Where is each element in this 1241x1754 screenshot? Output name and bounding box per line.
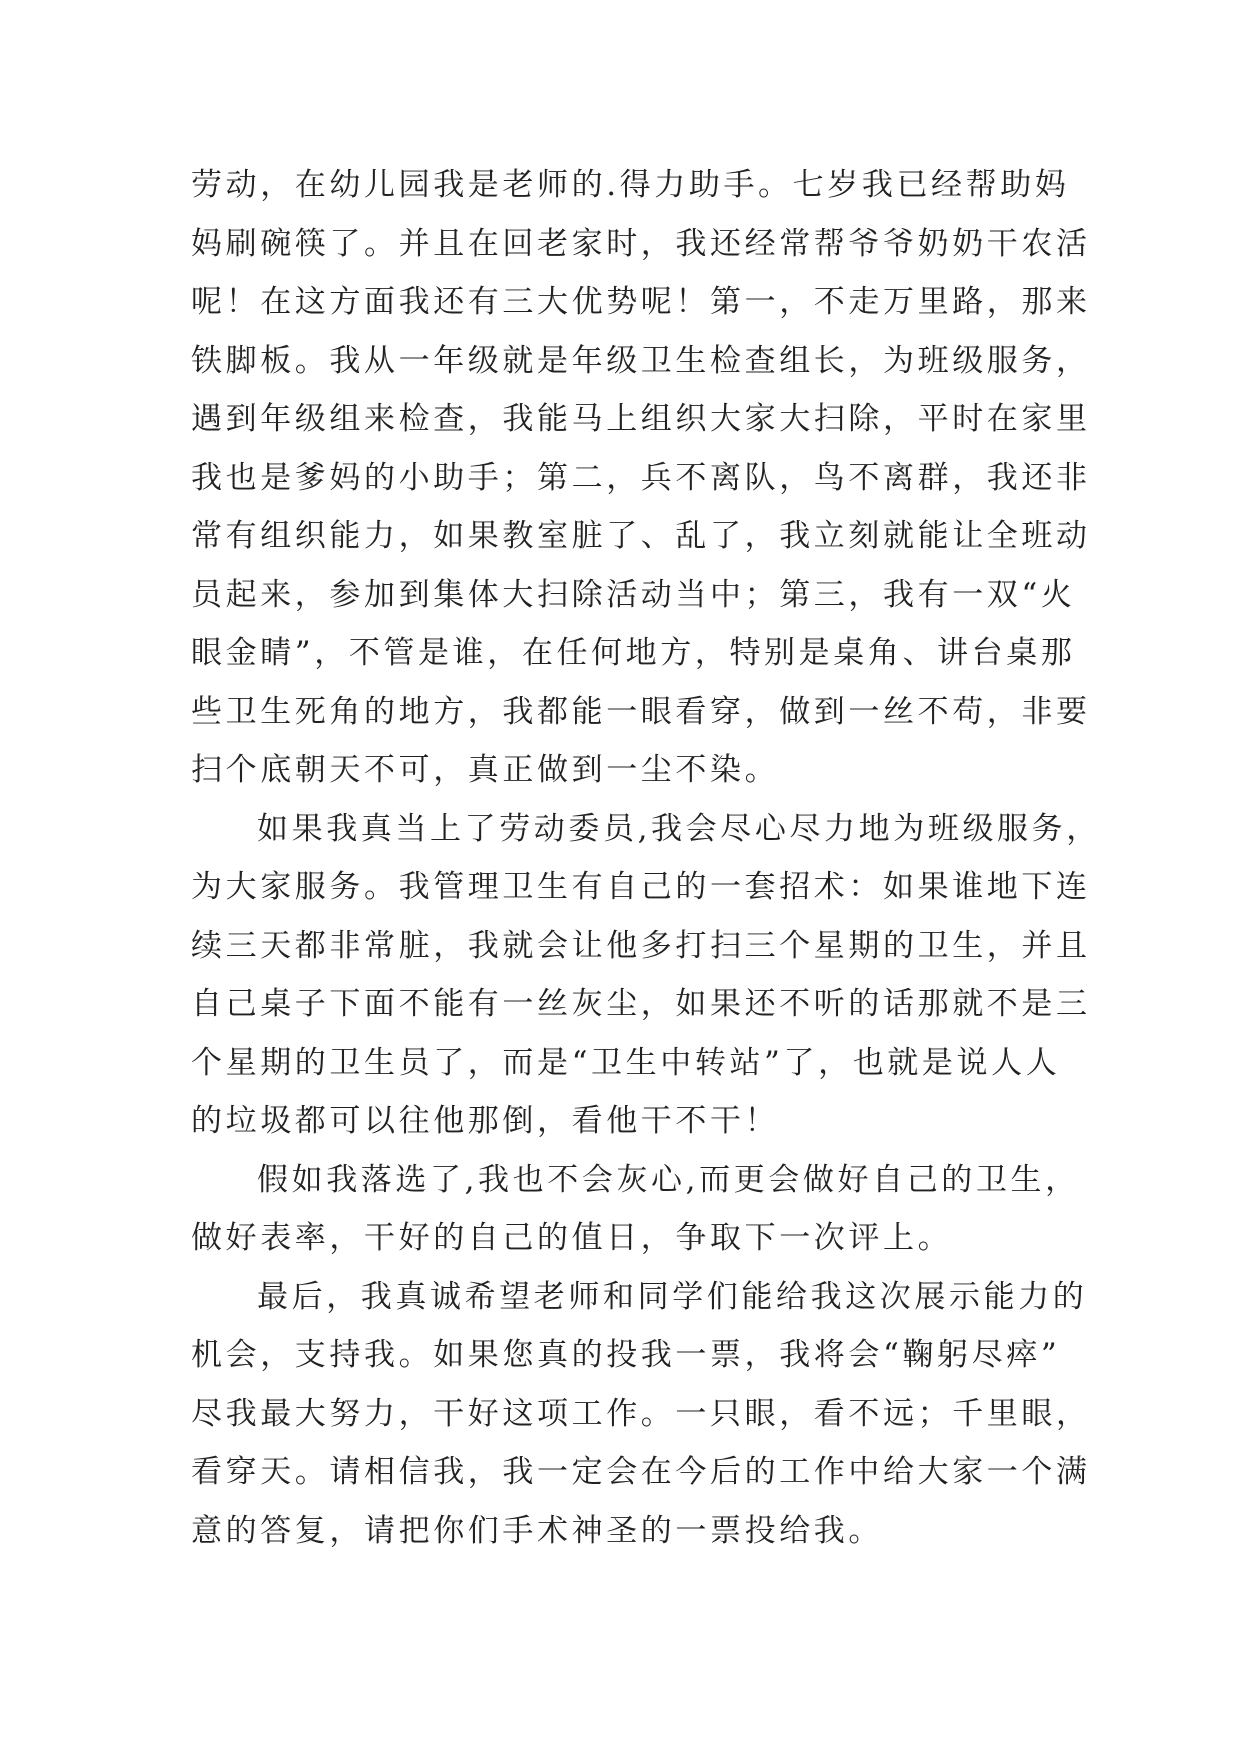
text-line: 扫个底朝天不可，真正做到一尘不染。 <box>191 752 780 788</box>
paragraph-start-line: 假如我落选了,我也不会灰心,而更会做好自己的卫生， <box>257 1161 1080 1198</box>
text-line: 呢！在这方面我还有三大优势呢！第一，不走万里路，那来 <box>191 284 1091 320</box>
text-line: 看穿天。请相信我，我一定会在今后的工作中给大家一个满 <box>191 1454 1091 1490</box>
text-line: 员起来，参加到集体大扫除活动当中；第三，我有一双“火 <box>191 576 1076 613</box>
text-line: 意的答复，请把你们手术神圣的一票投给我。 <box>191 1512 883 1549</box>
text-line: 常有组织能力，如果教室脏了、乱了，我立刻就能让全班动 <box>191 518 1091 554</box>
text-line: 个星期的卫生员了，而是“卫生中转站”了，也就是说人人 <box>191 1044 1061 1081</box>
text-line: 的垃圾都可以往他那倒，看他干不干！ <box>191 1103 780 1139</box>
text-line: 我也是爹妈的小助手；第二，兵不离队，鸟不离群，我还非 <box>191 459 1091 496</box>
text-line: 遇到年级组来检查，我能马上组织大家大扫除，平时在家里 <box>191 401 1091 437</box>
text-line: 铁脚板。我从一年级就是年级卫生检查组长，为班级服务， <box>191 342 1091 379</box>
paragraph-start-line: 如果我真当上了劳动委员,我会尽心尽力地为班级服务， <box>257 810 1101 847</box>
text-line: 续三天都非常脏，我就会让他多打扫三个星期的卫生，并且 <box>191 927 1091 964</box>
text-line: 妈刷碗筷了。并且在回老家时，我还经常帮爷爷奶奶干农活 <box>191 225 1091 262</box>
text-line: 尽我最大努力，干好这项工作。一只眼，看不远；千里眼， <box>191 1395 1091 1432</box>
text-line: 自己桌子下面不能有一丝灰尘，如果还不听的话那就不是三 <box>191 986 1091 1022</box>
document-body <box>191 156 1101 1560</box>
text-line: 劳动，在幼儿园我是老师的.得力助手。七岁我已经帮助妈 <box>191 167 1070 203</box>
text-line: 机会，支持我。如果您真的投我一票，我将会“鞠躬尽瘁” <box>191 1337 1061 1373</box>
text-line: 眼金睛”，不管是谁，在任何地方，特别是桌角、讲台桌那 <box>191 635 1076 671</box>
text-line: 些卫生死角的地方，我都能一眼看穿，做到一丝不苟，非要 <box>191 693 1091 730</box>
paragraph-start-line: 最后，我真诚希望老师和同学们能给我这次展示能力的 <box>257 1278 1088 1315</box>
text-line: 为大家服务。我管理卫生有自己的一套招术：如果谁地下连 <box>191 869 1091 905</box>
text-line: 做好表率，干好的自己的值日，争取下一次评上。 <box>191 1220 953 1256</box>
